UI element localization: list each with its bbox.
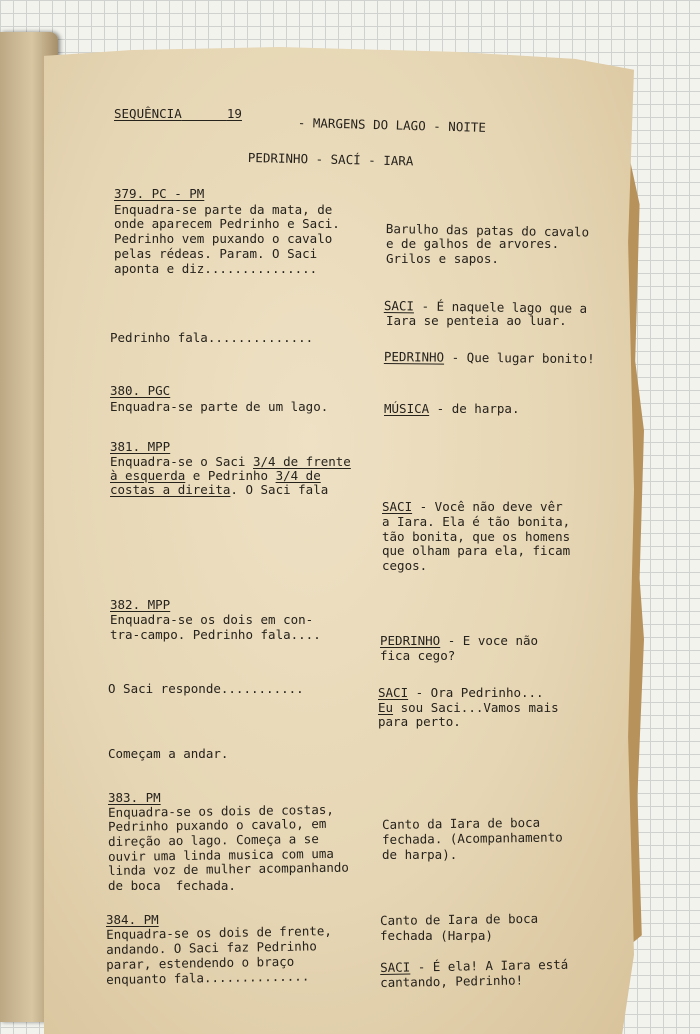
- dialogue-line: SACI - Ora Pedrinho...: [378, 685, 544, 700]
- speaker-name: PEDRINHO: [383, 349, 445, 365]
- shot-title: 379. PC - PM: [114, 186, 205, 201]
- shot-title: 381. MPP: [110, 439, 171, 454]
- shot-line: costas a direita. O Saci fala: [110, 482, 329, 497]
- shot-line: pelas rédeas. Param. O Saci: [114, 246, 318, 261]
- dialogue-line: tão bonita, que os homens: [382, 529, 571, 544]
- shot-line: Enquadra-se os dois de costas,: [107, 801, 334, 820]
- shot-line: andando. O Saci faz Pedrinho: [105, 938, 317, 957]
- dialogue-line: que olham para ela, ficam: [382, 543, 571, 558]
- sound-line: de harpa).: [382, 847, 458, 862]
- shot-line: onde aparecem Pedrinho e Saci.: [114, 216, 340, 231]
- sequence-header: [114, 107, 242, 122]
- dialogue-line: SACI - Você não deve vêr: [382, 499, 563, 514]
- dialogue-line: Iara se penteia ao luar.: [386, 313, 567, 328]
- shot-title: 384. PM: [106, 912, 159, 927]
- dialogue-line: cegos.: [382, 558, 428, 573]
- sound-line: e de galhos de arvores.: [386, 236, 560, 251]
- sound-line: fechada (Harpa): [380, 928, 493, 943]
- shot-line: enquanto fala..............: [105, 968, 310, 987]
- dialogue-line: fica cego?: [380, 648, 456, 663]
- shot-line: linda voz de mulher acompanhando: [107, 859, 350, 878]
- sound-line: fechada. (Acompanhamento: [381, 829, 563, 847]
- shot-line: Pedrinho puxando o cavalo, em: [107, 815, 327, 834]
- speaker-name: SACI: [382, 499, 413, 514]
- sound-line: Canto da Iara de boca: [381, 814, 541, 832]
- shot-line: de boca fechada.: [108, 878, 236, 893]
- action-line: Começam a andar.: [108, 746, 229, 761]
- scene-place: - MARGENS DO LAGO - NOITE: [297, 115, 487, 135]
- action-line: O Saci responde...........: [108, 681, 304, 696]
- sound-line: Barulho das patas do cavalo: [385, 221, 590, 240]
- shot-title: 382. MPP: [110, 597, 171, 612]
- dialogue-line: SACI - É ela! A Iara está: [379, 956, 569, 975]
- sequence-number: 19: [226, 106, 242, 121]
- shot-line: Enquadra-se parte da mata, de: [114, 202, 333, 217]
- speaker-name: SACI: [378, 685, 409, 700]
- shot-line: Enquadra-se os dois de frente,: [105, 923, 332, 942]
- dialogue-line: PEDRINHO - E voce não: [380, 633, 539, 648]
- shot-title: 383. PM: [108, 790, 161, 805]
- dialogue-line: cantando, Pedrinho!: [379, 972, 524, 990]
- shot-line: ouvir uma linda musica com uma: [107, 845, 334, 864]
- dialogue-line: PEDRINHO - Que lugar bonito!: [383, 349, 595, 367]
- speaker-name: PEDRINHO: [380, 633, 441, 648]
- dialogue-line: para perto.: [378, 714, 461, 729]
- shot-line: direção ao lago. Começa a se: [107, 831, 319, 849]
- shot-line: à esquerda e Pedrinho 3/4 de: [110, 468, 321, 483]
- speaker-name: MÚSICA: [384, 401, 430, 416]
- sequence-label: SEQUÊNCIA: [114, 106, 182, 121]
- shot-line: aponta e diz...............: [114, 261, 318, 276]
- music-line: MÚSICA - de harpa.: [384, 401, 520, 416]
- characters-line: PEDRINHO - SACÍ - IARA: [247, 150, 414, 169]
- dialogue-line: a Iara. Ela é tão bonita,: [382, 514, 571, 529]
- sound-line: Grilos e sapos.: [386, 251, 499, 266]
- shot-line: Enquadra-se parte de um lago.: [110, 399, 329, 414]
- speaker-name: SACI: [379, 959, 411, 975]
- action-line: Pedrinho fala..............: [110, 330, 314, 345]
- shot-line: parar, estendendo o braço: [105, 953, 295, 972]
- shot-title: 380. PGC: [110, 383, 171, 398]
- sound-line: Canto de Iara de boca: [379, 910, 539, 928]
- shot-line: Enquadra-se os dois em con-: [110, 612, 314, 627]
- dialogue-line: SACI - É naquele lago que a: [383, 298, 588, 316]
- dialogue-line: Eu sou Saci...Vamos mais: [378, 700, 559, 715]
- shot-line: tra-campo. Pedrinho fala....: [110, 627, 321, 642]
- shot-line: Enquadra-se o Saci 3/4 de frente: [110, 454, 351, 469]
- speaker-name: SACI: [383, 298, 415, 314]
- shot-line: Pedrinho vem puxando o cavalo: [114, 231, 333, 246]
